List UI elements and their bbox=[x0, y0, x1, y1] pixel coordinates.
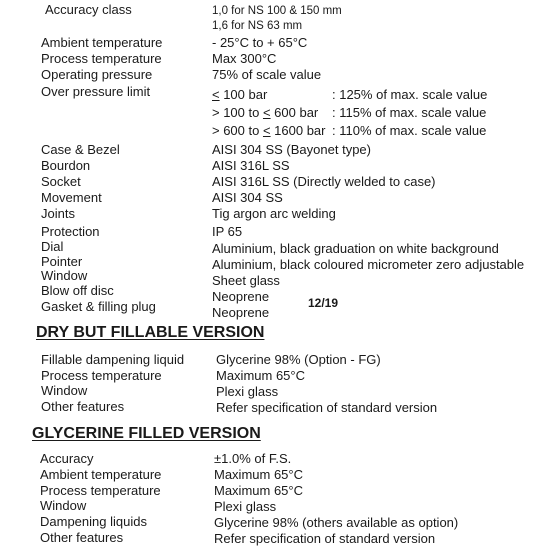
protection-label: Protection bbox=[41, 224, 100, 239]
dial-label: Dial bbox=[41, 239, 64, 254]
ambient-temperature-value: - 25°C to + 65°C bbox=[212, 35, 308, 50]
less-equal-symbol: < bbox=[212, 87, 220, 102]
joints-label: Joints bbox=[41, 206, 75, 221]
dry-row-label: Process temperature bbox=[41, 368, 162, 383]
gasket-label: Gasket & filling plug bbox=[41, 299, 156, 314]
glycerine-row-label: Window bbox=[40, 498, 87, 513]
operating-pressure-value: 75% of scale value bbox=[212, 67, 322, 82]
dial-value: Aluminium, black graduation on white background bbox=[212, 241, 499, 256]
over-pressure-row bbox=[212, 105, 318, 121]
dry-row-label: Fillable dampening liquid bbox=[41, 352, 185, 367]
dry-row-value: Glycerine 98% (Option - FG) bbox=[216, 352, 381, 367]
glycerine-row-label: Dampening liquids bbox=[40, 514, 147, 529]
over-pressure-percent: : 115% of max. scale value bbox=[332, 105, 487, 120]
glycerine-row-value: Maximum 65°C bbox=[214, 483, 303, 498]
pointer-label: Pointer bbox=[41, 254, 83, 269]
socket-value: AISI 316L SS (Directly welded to case) bbox=[212, 174, 436, 189]
glycerine-row-value: Refer specification of standard version bbox=[214, 531, 436, 546]
operating-pressure-label: Operating pressure bbox=[41, 67, 153, 82]
over-pressure-row bbox=[212, 123, 326, 139]
socket-label: Socket bbox=[41, 174, 81, 189]
glycerine-row-value: Glycerine 98% (others available as option) bbox=[214, 515, 459, 530]
bourdon-value: AISI 316L SS bbox=[212, 158, 290, 173]
less-equal-symbol: < bbox=[262, 123, 271, 138]
blow-off-disc-label: Blow off disc bbox=[41, 283, 114, 298]
dry-row-label: Other features bbox=[41, 399, 125, 414]
glycerine-row-value: ±1.0% of F.S. bbox=[214, 451, 292, 466]
glycerine-row-label: Ambient temperature bbox=[40, 467, 162, 482]
over-pressure-range: 100 bar bbox=[219, 87, 268, 102]
blow-off-disc-value: Neoprene bbox=[212, 289, 270, 304]
protection-value: IP 65 bbox=[212, 224, 243, 239]
case-bezel-label: Case & Bezel bbox=[41, 142, 120, 157]
page-number: 12/19 bbox=[308, 296, 339, 310]
dry-row-label: Window bbox=[41, 383, 88, 398]
over-pressure-percent: : 125% of max. scale value bbox=[332, 87, 488, 102]
glycerine-row-value: Maximum 65°C bbox=[214, 467, 303, 482]
movement-label: Movement bbox=[41, 190, 102, 205]
over-pressure-prefix: > 600 to bbox=[212, 123, 263, 138]
window-label: Window bbox=[41, 268, 88, 283]
dry-row-value: Refer specification of standard version bbox=[216, 400, 438, 415]
over-pressure-percent: : 110% of max. scale value bbox=[332, 123, 487, 138]
dry-row-value: Plexi glass bbox=[216, 384, 279, 399]
over-pressure-prefix: > 100 to bbox=[212, 105, 263, 120]
over-pressure-label: Over pressure limit bbox=[41, 84, 151, 99]
over-pressure-range: 1600 bar bbox=[270, 123, 326, 138]
glycerine-row-value: Plexi glass bbox=[214, 499, 277, 514]
movement-value: AISI 304 SS bbox=[212, 190, 283, 205]
gasket-value: Neoprene bbox=[212, 305, 270, 320]
joints-value: Tig argon arc welding bbox=[212, 206, 336, 221]
accuracy-class-value-2: 1,6 for NS 63 mm bbox=[212, 20, 303, 32]
case-bezel-value: AISI 304 SS (Bayonet type) bbox=[212, 142, 371, 157]
over-pressure-range: 600 bar bbox=[270, 105, 319, 120]
pointer-value: Aluminium, black coloured micrometer zero adjustable bbox=[212, 257, 525, 272]
process-temperature-value: Max 300°C bbox=[212, 51, 277, 66]
glycerine-row-label: Other features bbox=[40, 530, 124, 545]
glycerine-filled-heading: GLYCERINE FILLED VERSION bbox=[32, 425, 261, 442]
window-value: Sheet glass bbox=[212, 273, 280, 288]
dry-fillable-heading: DRY BUT FILLABLE VERSION bbox=[36, 324, 265, 341]
ambient-temperature-label: Ambient temperature bbox=[41, 35, 163, 50]
accuracy-class-value-1: 1,0 for NS 100 & 150 mm bbox=[212, 5, 342, 17]
process-temperature-label: Process temperature bbox=[41, 51, 162, 66]
less-equal-symbol: < bbox=[262, 105, 271, 120]
accuracy-class-label: Accuracy class bbox=[45, 2, 132, 17]
glycerine-row-label: Accuracy bbox=[40, 451, 94, 466]
bourdon-label: Bourdon bbox=[41, 158, 91, 173]
glycerine-row-label: Process temperature bbox=[40, 483, 161, 498]
over-pressure-row bbox=[212, 87, 267, 103]
dry-row-value: Maximum 65°C bbox=[216, 368, 305, 383]
